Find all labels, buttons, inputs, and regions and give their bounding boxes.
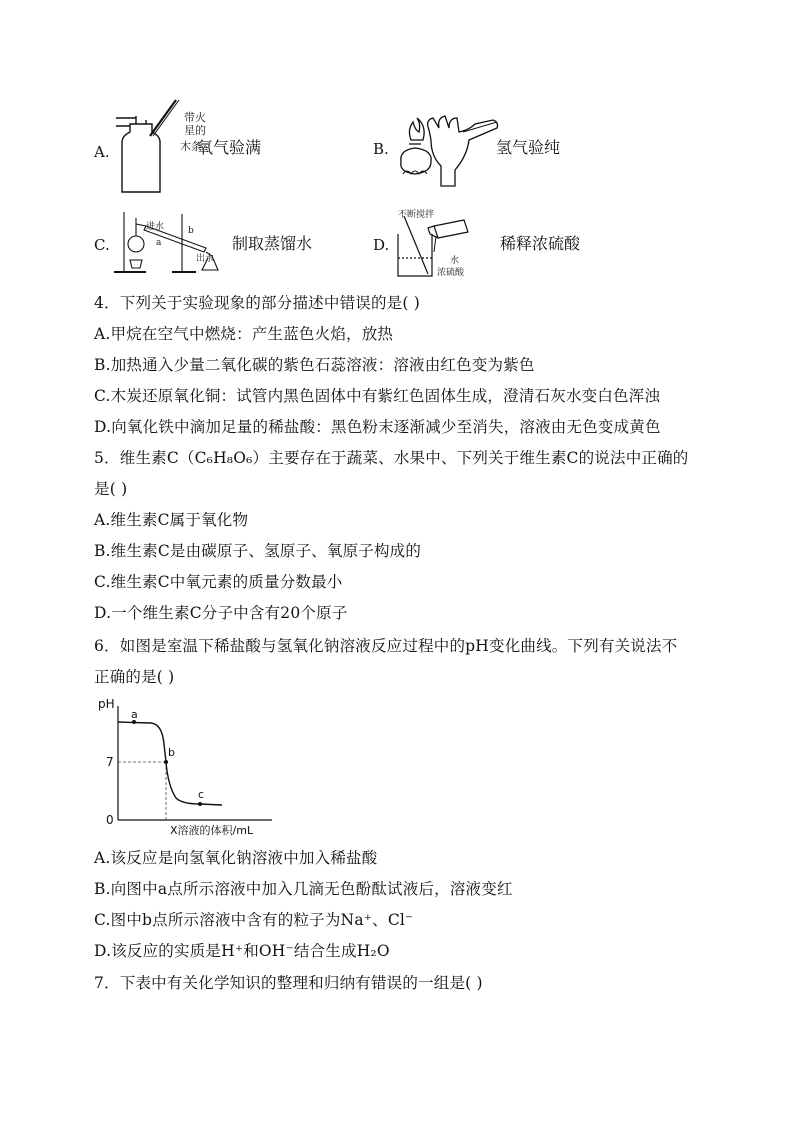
origin-label: 0 (106, 813, 114, 827)
water-bottle (434, 220, 468, 238)
gas-bottle-figure (112, 96, 182, 198)
question-6-stem-line1: 6．如图是室温下稀盐酸与氢氧化钠溶液反应过程中的pH变化曲线。下列有关说法不 (94, 637, 678, 655)
option-c-label: C. (94, 236, 110, 254)
point-c-dot (198, 802, 202, 806)
question-5-option-b: B.维生素C是由碳原子、氢原子、氧原子构成的 (94, 542, 422, 560)
question-5-option-c: C.维生素C中氧元素的质量分数最小 (94, 573, 343, 591)
alcohol-lamp (401, 148, 431, 174)
question-5-option-d: D.一个维生素C分子中含有20个原子 (94, 604, 348, 622)
question-5-option-a: A.维生素C属于氧化物 (94, 511, 249, 529)
water-in-label: 进水 (146, 222, 165, 232)
water-out-label: 出水 (196, 254, 215, 264)
question-4-option-a: A.甲烷在空气中燃烧：产生蓝色火焰，放热 (94, 325, 394, 343)
hydrogen-test-figure (393, 110, 503, 190)
option-a-text: 氧气验满 (197, 138, 262, 157)
option-c-text: 制取蒸馏水 (232, 234, 313, 253)
bottle-tube-bend (116, 118, 136, 126)
stir-label: 不断搅拌 (398, 210, 435, 220)
y-tick-7: 7 (106, 755, 114, 769)
stick-label-2: 星的 (184, 124, 206, 137)
point-a-label: a (131, 708, 138, 721)
question-6-option-a: A.该反应是向氢氧化钠溶液中加入稀盐酸 (94, 849, 378, 867)
burning-stick (150, 100, 176, 136)
option-b-text: 氢气验纯 (496, 138, 561, 157)
question-6-option-c: C.图中b点所示溶液中含有的粒子为Na⁺、Cl⁻ (94, 911, 414, 929)
question-5-stem-line2: 是( ) (94, 480, 128, 498)
stick-label-1: 带火 (184, 111, 206, 124)
hand (428, 116, 498, 186)
burner (130, 260, 142, 268)
option-d-text: 稀释浓硫酸 (500, 234, 581, 253)
acid-label: 浓硫酸 (437, 268, 465, 278)
question-4-option-c: C.木炭还原氧化铜：试管内黑色固体中有紫红色固体生成，澄清石灰水变白色浑浊 (94, 387, 661, 405)
beaker (398, 234, 432, 276)
glass-rod (404, 216, 428, 274)
point-b-label: b (168, 746, 175, 759)
stick-label-3: 木条 (180, 140, 202, 153)
point-c-label: c (198, 788, 205, 801)
question-4-option-d: D.向氧化铁中滴加足量的稀盐酸：黑色粉末逐渐减少至消失，溶液由无色变成黄色 (94, 418, 661, 436)
condenser-label-b: b (188, 226, 194, 236)
ph-curve (118, 722, 222, 805)
question-7-stem: 7．下表中有关化学知识的整理和归纳有错误的一组是( ) (94, 974, 483, 992)
x-axis-label: X溶液的体积/mL (170, 824, 254, 837)
question-4-option-b: B.加热通入少量二氧化碳的紫色石蕊溶液：溶液由红色变为紫色 (94, 356, 535, 374)
question-6-option-b: B.向图中a点所示溶液中加入几滴无色酚酞试液后，溶液变红 (94, 880, 513, 898)
ph-curve-chart (96, 694, 286, 840)
option-a-label: A. (94, 143, 110, 161)
alcohol-lamp-flame (409, 118, 424, 140)
distillation-figure (112, 208, 224, 278)
question-6-stem-line2: 正确的是( ) (94, 668, 175, 686)
point-b-dot (164, 760, 168, 764)
option-d-label: D. (373, 236, 390, 254)
option-b-label: B. (373, 140, 389, 158)
water-label: 水 (450, 256, 460, 266)
distilling-flask (128, 236, 144, 252)
question-4-stem: 4．下列关于实验现象的部分描述中错误的是( ) (94, 294, 420, 312)
y-axis-label: pH (98, 697, 115, 711)
question-5-stem-line1: 5．维生素C（C₆H₈O₆）主要存在于蔬菜、水果中、下列关于维生素C的说法中正确的 (94, 449, 689, 467)
question-6-option-d: D.该反应的实质是H⁺和OH⁻结合生成H₂O (94, 942, 390, 960)
condenser-label-a: a (156, 238, 162, 248)
